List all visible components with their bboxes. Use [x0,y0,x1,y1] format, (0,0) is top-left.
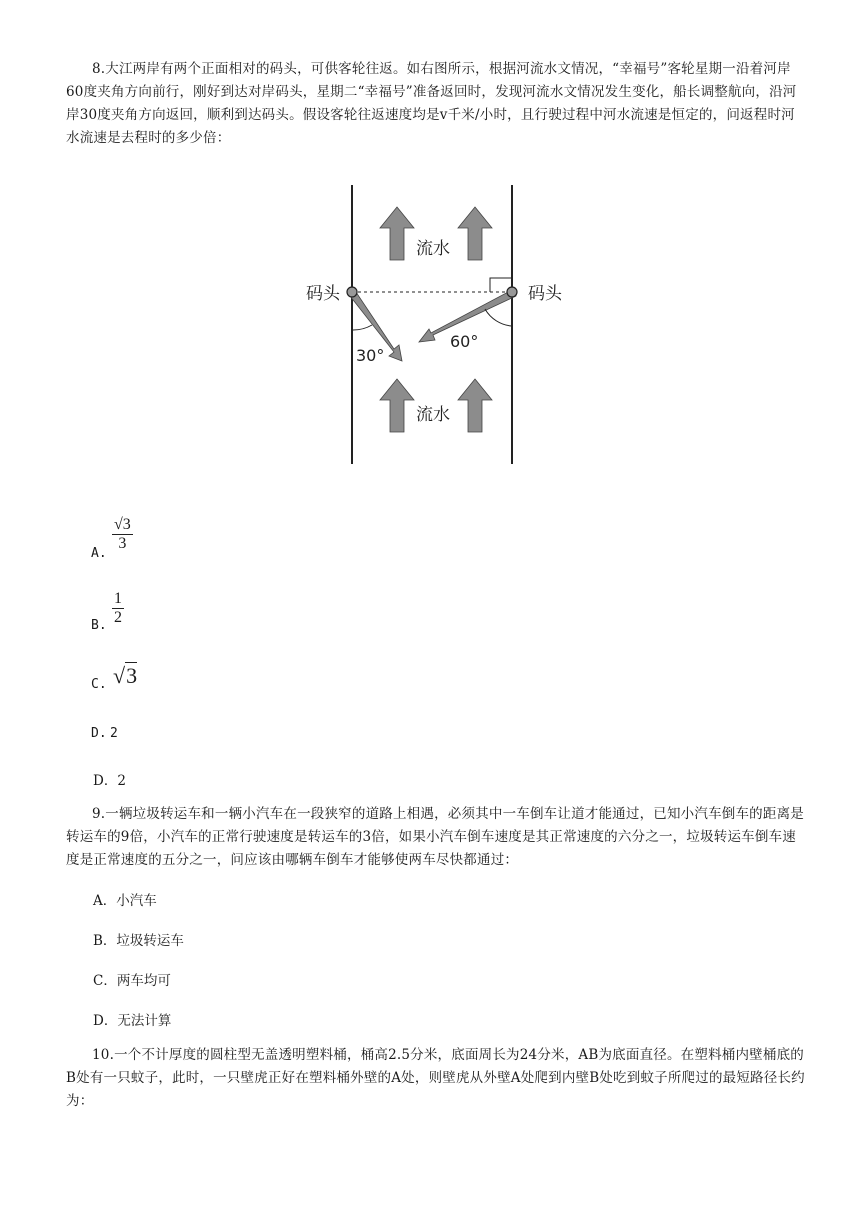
option-a-fraction[interactable] [112,516,133,553]
flow-label-top: 流水 [416,239,450,259]
dock-label-left: 码头 [306,284,340,304]
q9-option-a[interactable]: A．小汽车 [93,893,157,909]
dock-label-right: 码头 [528,284,562,304]
option-c-value[interactable]: √3 [113,663,138,688]
option-c-letter[interactable]: C. [91,677,107,692]
option-b-denominator: 2 [114,609,122,626]
q9-option-d[interactable]: D．无法计算 [93,1013,172,1029]
option-d-duplicate[interactable]: D．2 [93,773,126,789]
dock-right-icon [507,287,517,297]
option-a-letter[interactable]: A. [91,546,107,561]
option-a-numerator: √3 [114,516,131,533]
angle-arc-left [352,325,372,330]
q9-option-b[interactable]: B．垃圾转运车 [93,933,184,949]
q9-option-c[interactable]: C．两车均可 [93,973,171,989]
option-d-value[interactable]: 2 [110,726,118,741]
angle-arc-right [485,309,512,326]
option-c-radicand: 3 [126,663,138,688]
option-d-letter[interactable]: D. [91,726,107,741]
river-diagram [290,180,590,470]
option-b-numerator: 1 [114,590,122,607]
option-a-denominator: 3 [118,535,127,552]
flow-label-bottom: 流水 [416,405,450,425]
question-10-text: 10.一个不计厚度的圆柱型无盖透明塑料桶，桶高2.5分米，底面周长为24分米，AB为底面直径。在塑料桶内壁桶底的B处有一只蚊子，此时，一只壁虎正好在塑料桶外壁的A处，则壁虎从外壁A处爬到内壁B处吃到蚊子所爬过的最短路径长约为： [66,1047,805,1109]
question-8-text: 8.大江两岸有两个正面相对的码头，可供客轮往返。如右图所示，根据河流水文情况，“幸福号”客轮星期一沿着河岸60度夹角方向前行，刚好到达对岸码头，星期二“幸福号”准备返回时，发现河流水文情况发生变化，船长调整航向，沿河岸30度夹角方向返回，顺利到达码头。假设客轮往返速度均是v千米/小时，且行驶过程中河水流速是恒定的，问返程时河水流速是去程时的多少倍： [66,61,797,146]
angle-label-right: 60° [450,332,479,351]
option-b-fraction[interactable] [112,590,124,627]
angle-label-left: 30° [356,346,385,365]
question-9-text: 9.一辆垃圾转运车和一辆小汽车在一段狭窄的道路上相遇，必须其中一车倒车让道才能通过，已知小汽车倒车的距离是转运车的9倍，小汽车的正常行驶速度是转运车的3倍，如果小汽车倒车速度是其正常速度的六分之一，垃圾转运车倒车速度是正常速度的五分之一，问应该由哪辆车倒车才能够使两车尽快都通过： [66,806,804,868]
dock-left-icon [347,287,357,297]
option-b-letter[interactable]: B. [91,618,107,633]
